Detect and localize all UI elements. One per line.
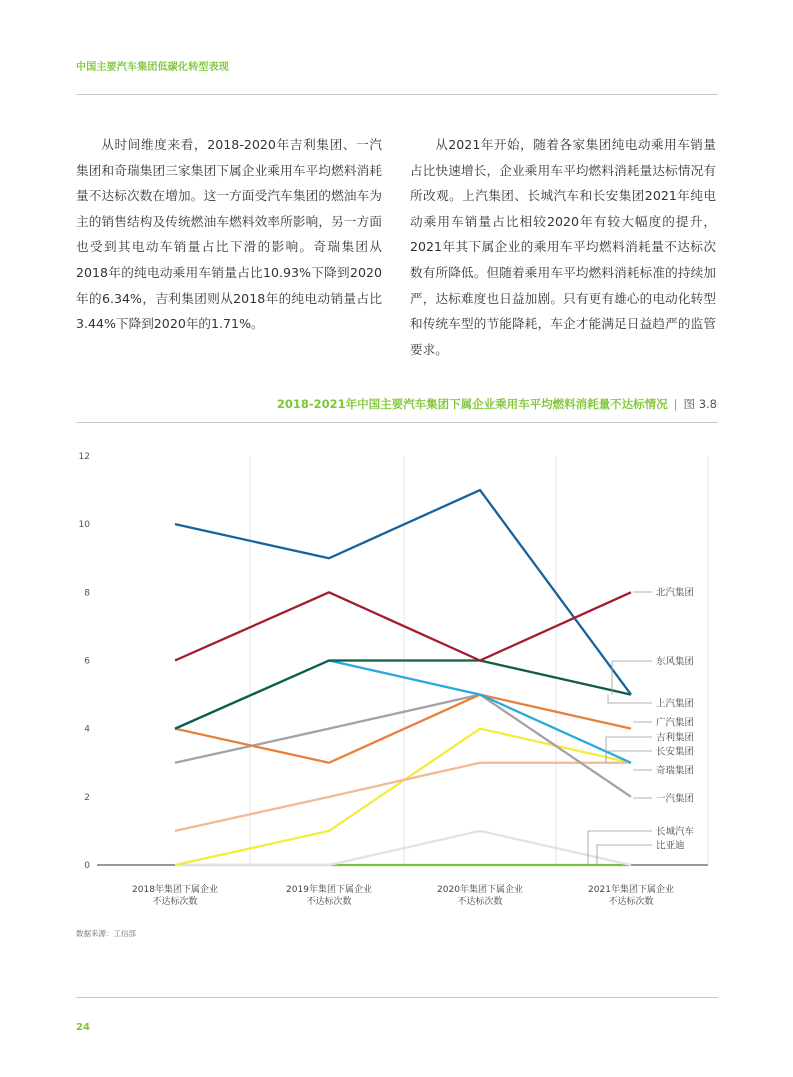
- body-paragraph-left: 从时间维度来看，2018-2020年吉利集团、一汽集团和奇瑞集团三家集团下属企业乘用车平均燃料消耗量不达标次数在增加。这一方面受汽车集团的燃油车为主的销售结构及传统燃油车燃料效率所影响，另一方面也受到其电动车销量占比下滑的影响。奇瑞集团从2018年的纯电动乘用车销量占比10.93%下降到2020年的6.34%，吉利集团则从2018年的纯电动销量占比3.44%下降到2020年的1.71%。: [76, 137, 382, 332]
- y-tick-label: 6: [84, 656, 90, 667]
- x-tick-label: 2019年集团下属企业不达标次数: [286, 885, 372, 907]
- y-tick-label: 0: [84, 861, 90, 871]
- series-line-9: [175, 490, 631, 694]
- page-header-title: 中国主要汽车集团低碳化转型表现: [76, 62, 229, 73]
- legend-label: 北汽集团: [656, 587, 695, 599]
- x-tick-label: 2018年集团下属企业不达标次数: [132, 885, 218, 907]
- legend-leader-line: [597, 845, 652, 865]
- legend-label: 东风集团: [656, 656, 695, 668]
- legend-label: 一汽集团: [656, 793, 695, 805]
- figure-caption-separator: |: [673, 397, 678, 411]
- y-tick-label: 12: [78, 452, 90, 462]
- y-tick-label: 2: [84, 792, 90, 803]
- legend-label: 上汽集团: [656, 698, 695, 710]
- legend-label: 吉利集团: [656, 732, 695, 744]
- series-line-6: [175, 695, 631, 763]
- figure-title: 2018-2021年中国主要汽车集团下属企业乘用车平均燃料消耗量不达标情况: [276, 397, 668, 411]
- legend-leader-line: [588, 831, 652, 865]
- series-line-8: [175, 661, 631, 729]
- legend-label: 广汽集团: [656, 717, 695, 729]
- legend-leader-line: [608, 695, 652, 703]
- body-paragraph-right: 从2021年开始，随着各家集团纯电动乘用车销量占比快速增长，企业乘用车平均燃料消耗量达标情况有所改观。上汽集团、长城汽车和长安集团2021年纯电动乘用车销量占比相较2020年有较大幅度的提升，2021年其下属企业的乘用车平均燃料消耗量不达标次数有所降低。但随着乘用车平均燃料消耗标准的持续加严，达标难度也日益加剧。只有更有雄心的电动化转型和传统车型的节能降耗，车企才能满足日益趋严的监管要求。: [410, 137, 716, 357]
- x-tick-label: 2020年集团下属企业不达标次数: [437, 885, 523, 907]
- y-tick-label: 4: [84, 724, 90, 735]
- y-tick-label: 10: [78, 520, 90, 531]
- legend-label: 长安集团: [656, 746, 695, 758]
- data-source-note: 数据来源：工信部: [76, 929, 136, 938]
- footer-divider: [76, 997, 718, 998]
- page-number: 24: [76, 1022, 90, 1033]
- x-tick-label: 2021年集团下属企业不达标次数: [588, 885, 674, 907]
- y-tick-label: 8: [84, 588, 90, 599]
- legend-label: 比亚迪: [656, 840, 685, 852]
- legend-label: 长城汽车: [656, 826, 695, 838]
- legend-label: 奇瑞集团: [656, 765, 695, 777]
- figure-number: 图 3.8: [683, 397, 717, 411]
- series-line-3: [175, 729, 631, 865]
- series-line-4: [175, 763, 631, 831]
- series-line-2: [175, 831, 631, 865]
